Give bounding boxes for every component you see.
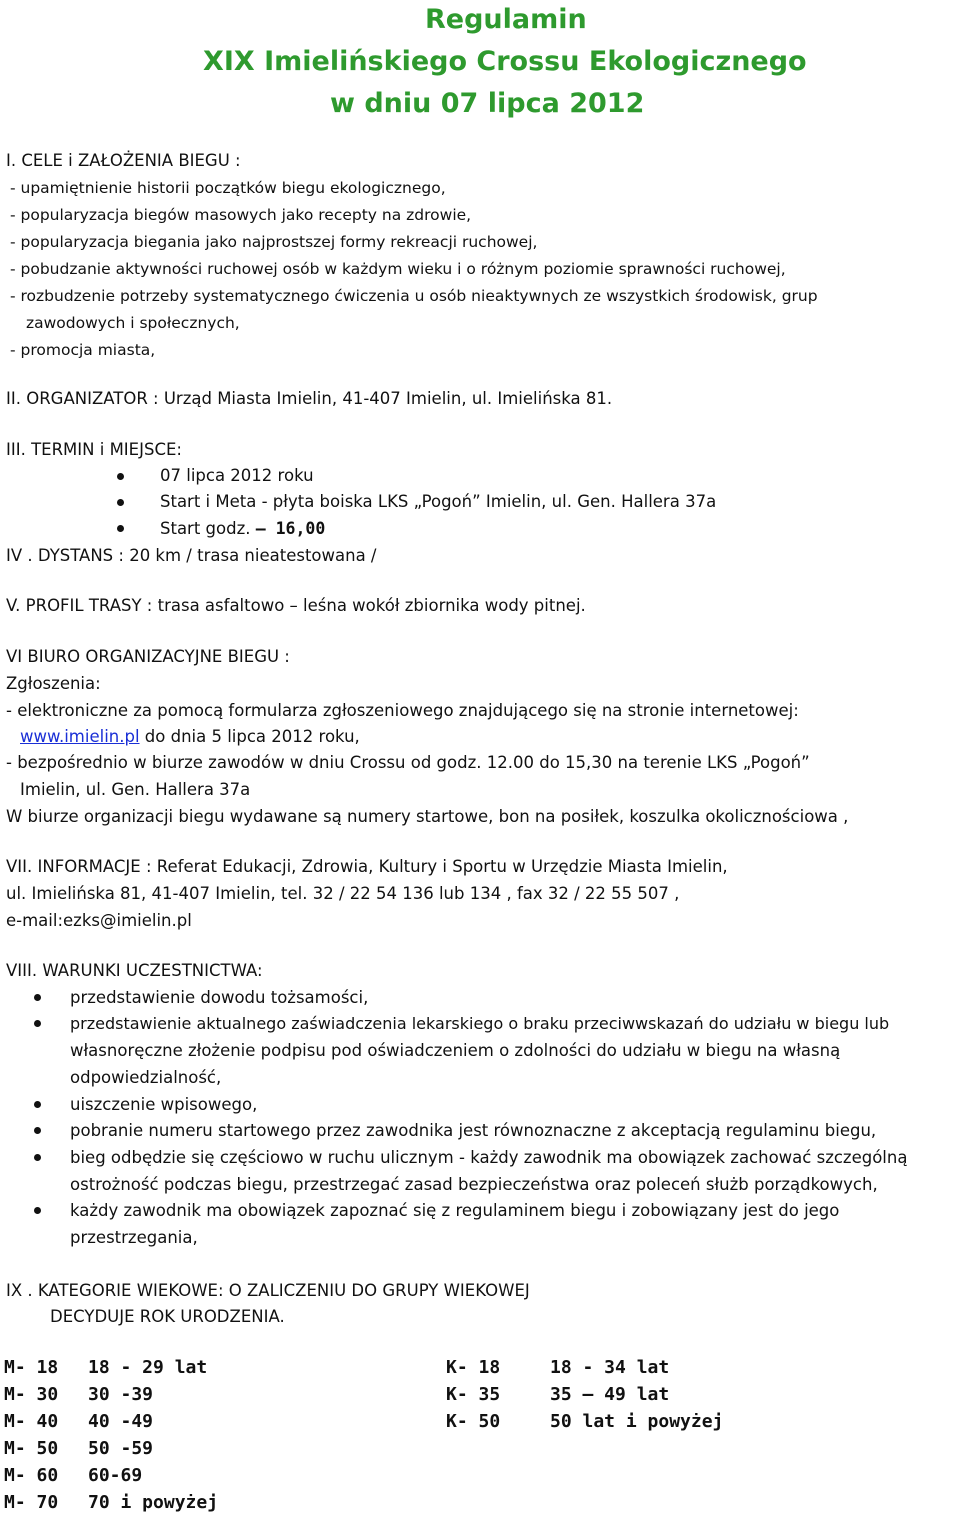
sec8-line: pobranie numeru startowego przez zawodnika jest równoznaczne z akceptacją regulaminu biegu, xyxy=(70,1121,877,1140)
sec7-email: e-mail:ezks@imielin.pl xyxy=(6,911,192,930)
bullet-icon xyxy=(117,525,124,532)
sec1-item: - rozbudzenie potrzeby systematycznego ćwiczenia u osób nieaktywnych ze wszystkich środowisk, grup xyxy=(10,287,818,305)
sec6-heading: VI BIURO ORGANIZACYJNE BIEGU : xyxy=(6,647,290,666)
sec9-heading: IX . KATEGORIE WIEKOWE: O ZALICZENIU DO GRUPY WIEKOWEJ xyxy=(6,1281,530,1300)
male-category-code: M- 40 xyxy=(4,1411,59,1432)
sec1-heading: I. CELE i ZAŁOŻENIA BIEGU : xyxy=(6,151,241,170)
sec1-item: - promocja miasta, xyxy=(10,341,156,359)
sec8-line: bieg odbędzie się częściowo w ruchu ulicznym - każdy zawodnik ma obowiązek zachować szczególną xyxy=(70,1148,908,1167)
sec9-subheading: DECYDUJE ROK URODZENIA. xyxy=(50,1307,285,1326)
sec8-line: przedstawienie dowodu tożsamości, xyxy=(70,988,369,1007)
sec7-address: ul. Imielińska 81, 41-407 Imielin, tel. 32 / 22 54 136 lub 134 , fax 32 / 22 55 507 , xyxy=(6,884,680,903)
bullet-icon xyxy=(34,1020,41,1027)
sec7-info: VII. INFORMACJE : Referat Edukacji, Zdrowia, Kultury i Sportu w Urzędzie Miasta Imielin, xyxy=(6,857,728,876)
doc-title-line1: Regulamin xyxy=(425,4,587,35)
sec6-link-line: www.imielin.pl do dnia 5 lipca 2012 roku, xyxy=(20,727,360,746)
sec6-office-address: Imielin, ul. Gen. Hallera 37a xyxy=(20,780,251,799)
sec6-office-info: W biurze organizacji biegu wydawane są numery startowe, bon na posiłek, koszulka okolicznościowa , xyxy=(6,807,849,826)
doc-title-line3: w dniu 07 lipca 2012 xyxy=(330,88,645,119)
male-category-range: 60-69 xyxy=(88,1465,143,1486)
sec8-line: odpowiedzialność, xyxy=(70,1068,222,1087)
sec8-line: przedstawienie aktualnego zaświadczenia lekarskiego o braku przeciwwskazań do udziału w biegu lub xyxy=(70,1014,890,1033)
male-category-range: 50 -59 xyxy=(88,1438,154,1459)
sec6-online-line: - elektroniczne za pomocą formularza zgłoszeniowego znajdującego się na stronie internetowej: xyxy=(6,701,799,720)
female-category-code: K- 18 xyxy=(446,1357,501,1378)
male-category-code: M- 30 xyxy=(4,1384,59,1405)
doc-title-line2: XIX Imielińskiego Crossu Ekologicznego xyxy=(203,46,807,77)
sec1-item: zawodowych i społecznych, xyxy=(26,314,240,332)
sec1-item: - pobudzanie aktywności ruchowej osób w każdym wieku i o różnym poziomie sprawności ruchowej, xyxy=(10,260,786,278)
bullet-icon xyxy=(117,473,124,480)
sec2-organizer: II. ORGANIZATOR : Urząd Miasta Imielin, 41-407 Imielin, ul. Imielińska 81. xyxy=(6,389,613,408)
male-category-code: M- 60 xyxy=(4,1465,59,1486)
male-category-range: 30 -39 xyxy=(88,1384,154,1405)
sec6-office-line: - bezpośrednio w biurze zawodów w dniu Crossu od godz. 12.00 do 15,30 na terenie LKS „Pogoń” xyxy=(6,753,810,772)
website-link[interactable]: www.imielin.pl xyxy=(20,727,140,746)
sec3-start-time: Start godz. – 16,00 xyxy=(160,519,326,538)
bullet-icon xyxy=(34,994,41,1001)
sec6-registrations: Zgłoszenia: xyxy=(6,674,101,693)
female-category-code: K- 50 xyxy=(446,1411,501,1432)
male-category-range: 70 i powyżej xyxy=(88,1492,219,1513)
female-category-code: K- 35 xyxy=(446,1384,501,1405)
bullet-icon xyxy=(34,1154,41,1161)
male-category-code: M- 50 xyxy=(4,1438,59,1459)
sec8-line: uiszczenie wpisowego, xyxy=(70,1095,258,1114)
sec3-item: 07 lipca 2012 roku xyxy=(160,466,314,485)
sec8-heading: VIII. WARUNKI UCZESTNICTWA: xyxy=(6,961,263,980)
sec3-heading: III. TERMIN i MIEJSCE: xyxy=(6,440,182,459)
female-category-range: 18 - 34 lat xyxy=(550,1357,670,1378)
female-category-range: 35 – 49 lat xyxy=(550,1384,670,1405)
sec1-item: - upamiętnienie historii początków biegu ekologicznego, xyxy=(10,179,446,197)
bullet-icon xyxy=(117,499,124,506)
sec1-item: - popularyzacja biegania jako najprostszej formy rekreacji ruchowej, xyxy=(10,233,538,251)
sec3-item: Start i Meta - płyta boiska LKS „Pogoń” Imielin, ul. Gen. Hallera 37a xyxy=(160,492,717,511)
bullet-icon xyxy=(34,1101,41,1108)
sec1-item: - popularyzacja biegów masowych jako recepty na zdrowie, xyxy=(10,206,472,224)
sec8-line: każdy zawodnik ma obowiązek zapoznać się z regulaminem biegu i zobowiązany jest do jego xyxy=(70,1201,840,1220)
male-category-range: 18 - 29 lat xyxy=(88,1357,208,1378)
male-category-code: M- 70 xyxy=(4,1492,59,1513)
sec8-line: własnoręczne złożenie podpisu pod oświadczeniem o zdolności do udziału w biegu na własną xyxy=(70,1041,841,1060)
sec5-route: V. PROFIL TRASY : trasa asfaltowo – leśna wokół zbiornika wody pitnej. xyxy=(6,596,586,615)
male-category-range: 40 -49 xyxy=(88,1411,154,1432)
bullet-icon xyxy=(34,1127,41,1134)
male-category-code: M- 18 xyxy=(4,1357,59,1378)
sec4-distance: IV . DYSTANS : 20 km / trasa nieatestowana / xyxy=(6,546,377,565)
sec8-line: przestrzegania, xyxy=(70,1228,198,1247)
female-category-range: 50 lat i powyżej xyxy=(550,1411,724,1432)
bullet-icon xyxy=(34,1207,41,1214)
sec8-line: ostrożność podczas biegu, przestrzegać zasad bezpieczeństwa oraz poleceń służb porządkowych, xyxy=(70,1175,878,1194)
